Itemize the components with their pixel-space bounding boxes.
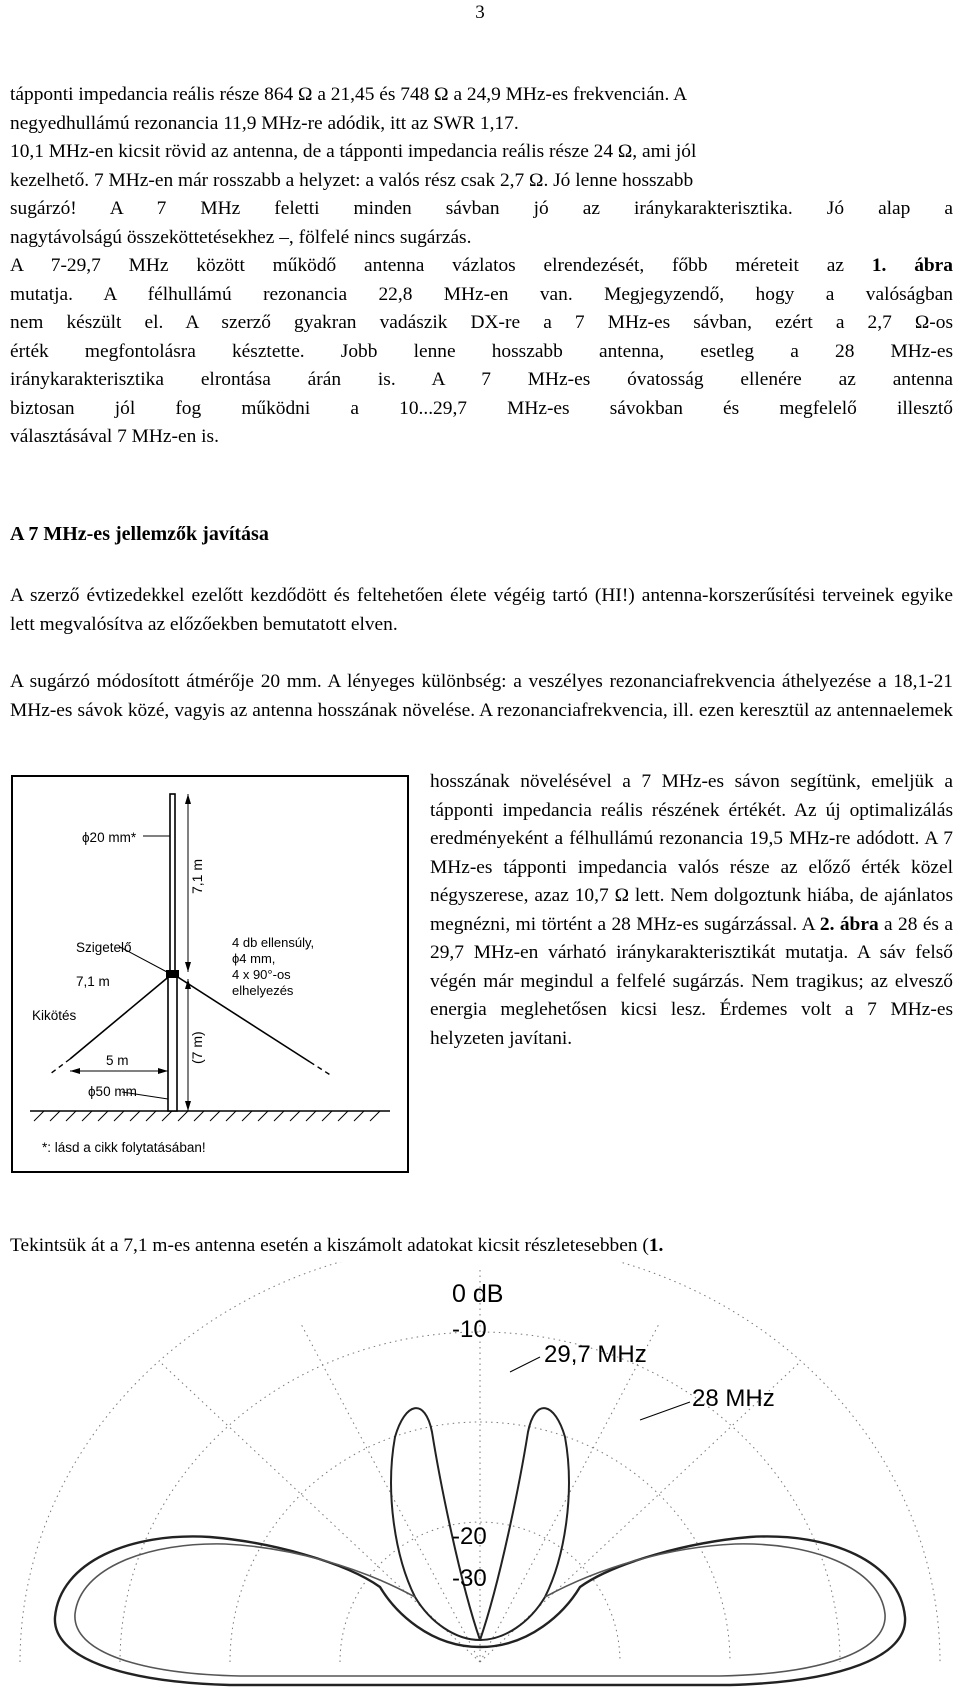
paragraph-4 — [430, 768, 953, 1053]
label-m30: -30 — [452, 1565, 487, 1592]
paragraph-5 — [10, 1232, 953, 1261]
para1-line: mutatja. A félhullámú rezonancia 22,8 MHz-en van. Megjegyzendő, hogy a valóságban — [10, 283, 953, 305]
section-heading: A 7 MHz-es jellemzők javítása — [10, 523, 269, 545]
page-number: 3 — [475, 2, 485, 23]
para1-line: biztosan jól fog működni a 10...29,7 MHz-es sávokban és megfelelő illesztő — [10, 397, 953, 419]
para1-line: kezelhető. 7 MHz-en már rosszabb a helyzet: a valós rész csak 2,7 Ω. Jó lenne hosszabb — [10, 169, 694, 191]
figure-1-reference: 1. ábra — [871, 255, 953, 276]
label-base-diameter: ϕ50 mm — [88, 1084, 137, 1099]
para5-bold-tail: 1. — [648, 1235, 664, 1256]
series-label-297: 29,7 MHz — [544, 1341, 647, 1368]
para5-text: Tekintsük át a 7,1 m-es antenna esetén a kiszámolt adatokat kicsit részletesebben ( — [10, 1235, 649, 1256]
para1-line: nem készült el. A szerző gyakran vadászik DX-re a 7 MHz-es sávban, ezért a 2,7 Ω-os — [10, 312, 953, 333]
label-guy-length: 7,1 m — [76, 974, 110, 989]
paragraph-2: A szerző évtizedekkel ezelőtt kezdődött és feltehetően élete végéig tartó (HI!) antenna-korszerűsítési terveinek egyike lett megvalósítva az előzőekben bemutatott elven. — [10, 585, 953, 635]
label-m20: -20 — [452, 1523, 487, 1550]
guy-left-dashed — [50, 1059, 70, 1074]
label-m10: -10 — [452, 1316, 487, 1343]
figure-frame — [12, 776, 408, 1172]
leader-297 — [510, 1357, 540, 1372]
label-guys-1: 4 db ellensúly, — [232, 935, 315, 950]
paragraph-3: A sugárzó módosított átmérője 20 mm. A lényeges különbség: a veszélyes rezonanciafrekvencia áthelyezése a 18,1-21 MHz-es sávok közé, vagyis az antenna hosszának növelése. A rezonanciafrekvencia, ill. ezen keresztül az antennaelemek — [10, 671, 953, 721]
paragraph-1 — [10, 81, 953, 452]
para1-line: negyedhullámú rezonancia 11,9 MHz-re adódik, itt az SWR 1,17. — [10, 112, 519, 134]
label-mast-height: (7 m) — [189, 1031, 205, 1064]
mast — [168, 974, 177, 1111]
label-top-diameter: ϕ20 mm* — [82, 830, 137, 845]
series-label-28: 28 MHz — [692, 1385, 775, 1412]
radiation-pattern-figure — [0, 1262, 960, 1700]
para4-before: hosszának növelésével a 7 MHz-es sávon segítünk, emeljük a tápponti impedancia reális részének értékét. Az új optimalizálás eredményeként a félhullámú rezonancia 19,5 MHz-re adódott. A 7 MHz-es tápponti impedancia valós része az előző érték közel négyszerese, azaz 10,7 Ω lett. Nem dolgoztunk hiába, de ajánlatos megnézni, mi történt a 28 MHz-es sugárzással. A — [430, 771, 953, 935]
para1-line: A 7-29,7 MHz között működő antenna vázlatos elrendezését, főbb méreteit az — [10, 255, 844, 276]
label-insulator: Szigetelő — [76, 940, 132, 955]
pattern-297-lobe-right — [480, 1408, 569, 1640]
label-radius: 5 m — [106, 1053, 129, 1068]
para1-line-with-ref — [10, 252, 953, 281]
para1-line: nagytávolságú összeköttetésekhez –, fölfelé nincs sugárzás. — [10, 226, 472, 248]
para4-after: a 28 és a 29,7 MHz-en várható iránykarakterisztikát mutatja. A sáv felső végén már megindul a felfelé sugárzás. Nem tragikus; az elvesző energia meglehetősen kicsi lesz. Érdemes volt a 7 MHz-es helyzeten javítani. — [430, 913, 953, 1049]
pattern-28mhz — [55, 1536, 905, 1685]
label-guys-3: 4 x 90°-os — [232, 967, 291, 982]
leader-28 — [640, 1402, 690, 1420]
label-guys-4: elhelyezés — [232, 983, 294, 998]
label-top-height: 7,1 m — [189, 858, 205, 894]
ground-hatching — [34, 1111, 380, 1121]
para1-line: sugárzó! A 7 MHz feletti minden sávban jó az iránykarakterisztika. Jó alap a — [10, 198, 953, 219]
label-anchor: Kikötés — [32, 1008, 77, 1023]
guy-right-dashed — [310, 1062, 332, 1076]
para1-line: tápponti impedancia reális része 864 Ω a 21,45 és 748 Ω a 24,9 MHz-es frekvencián. A — [10, 84, 688, 105]
para1-line: választásával 7 MHz-en is. — [10, 426, 219, 447]
para1-line: 10,1 MHz-en kicsit rövid az antenna, de a tápponti impedancia reális része 24 Ω, ami jól — [10, 141, 697, 162]
figure-2-reference: 2. ábra — [819, 913, 879, 935]
label-0db: 0 dB — [452, 1280, 504, 1308]
footnote: *: lásd a cikk folytatásában! — [42, 1140, 206, 1155]
antenna-diagram — [10, 774, 410, 1174]
para1-line: iránykarakterisztika elrontása árán is. A 7 MHz-es óvatosság ellenére az antenna — [10, 369, 953, 390]
label-guys-2: ϕ4 mm, — [232, 951, 276, 966]
para1-line: érték megfontolásra késztette. Jobb lenne hosszabb antenna, esetleg a 28 MHz-es — [10, 340, 953, 362]
radiator — [170, 794, 175, 974]
